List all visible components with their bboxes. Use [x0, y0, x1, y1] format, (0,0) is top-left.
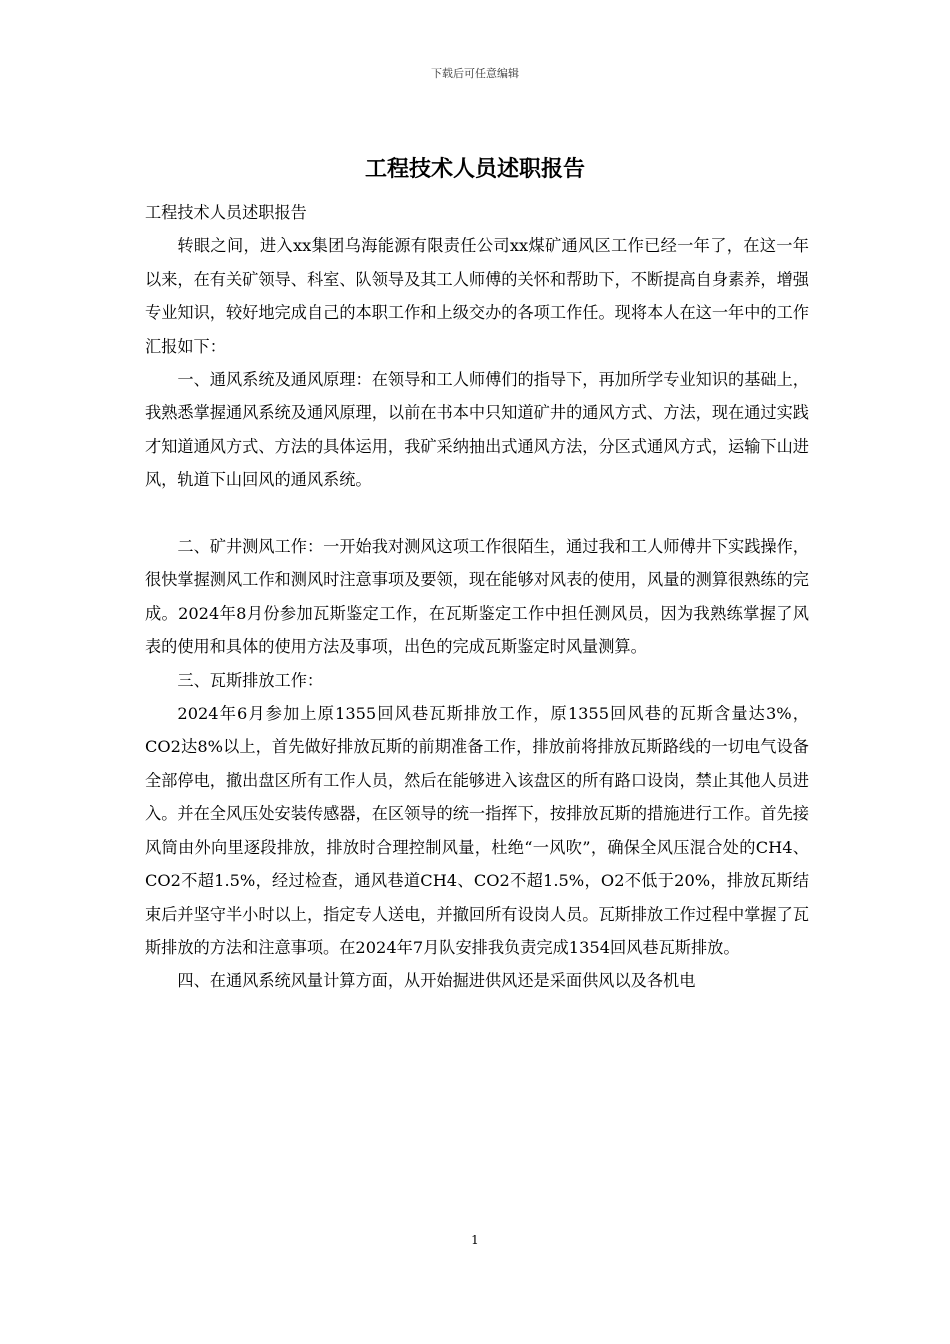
document-subtitle: 工程技术人员述职报告	[145, 203, 307, 222]
paragraph-gas-drainage-detail: 2024年6月参加上原1355回风巷瓦斯排放工作，原1355回风巷的瓦斯含量达3%，CO2达8%以上，首先做好排放瓦斯的前期准备工作，排放前将排放瓦斯路线的一切电气设备全部停电，撤出盘区所有工作人员，然后在能够进入该盘区的所有路口设岗，禁止其他人员进入。并在全风压处安装传感器，在区领导的统一指挥下，按排放瓦斯的措施进行工作。首先接风筒由外向里逐段排放，排放时合理控制风量，杜绝“一风吹”，确保全风压混合处的CH4、CO2不超1.5%，经过检查，通风巷道CH4、CO2不超1.5%，O2不低于20%，排放瓦斯结束后并坚守半小时以上，指定专人送电，并撤回所有设岗人员。瓦斯排放工作过程中掌握了瓦斯排放的方法和注意事项。在2024年7月队安排我负责完成1354回风巷瓦斯排放。	[145, 704, 809, 957]
paragraph-air-volume-calculation: 四、在通风系统风量计算方面，从开始掘进供风还是采面供风以及各机电	[177, 971, 696, 991]
paragraph-air-measurement: 二、矿井测风工作：一开始我对测风这项工作很陌生，通过我和工人师傅井下实践操作，很快掌握测风工作和测风时注意事项及要领，现在能够对风表的使用，风量的测算很熟练的完成。2024年8月份参加瓦斯鉴定工作，在瓦斯鉴定工作中担任测风员，因为我熟练掌握了风表的使用和具体的使用方法及事项，出色的完成瓦斯鉴定时风量测算。	[145, 537, 809, 657]
paragraph-spacer	[145, 497, 809, 530]
page-header-note: 下载后可任意编辑	[431, 67, 519, 80]
page-number: 1	[471, 1233, 479, 1247]
paragraph-intro: 转眼之间，进入xx集团乌海能源有限责任公司xx煤矿通风区工作已经一年了，在这一年以来，在有关矿领导、科室、队领导及其工人师傅的关怀和帮助下，不断提高自身素养，增强专业知识，较好地完成自己的本职工作和上级交办的各项工作任。现将本人在这一年中的工作汇报如下：	[145, 236, 809, 356]
paragraph-ventilation-system: 一、通风系统及通风原理：在领导和工人师傅们的指导下，再加所学专业知识的基础上，我熟悉掌握通风系统及通风原理，以前在书本中只知道矿井的通风方式、方法，现在通过实践才知道通风方式、方法的具体运用，我矿采纳抽出式通风方法，分区式通风方式，运输下山进风，轨道下山回风的通风系统。	[145, 370, 809, 490]
document-body	[145, 196, 809, 998]
document-title: 工程技术人员述职报告	[364, 157, 585, 182]
paragraph-gas-drainage-heading: 三、瓦斯排放工作：	[177, 670, 324, 690]
